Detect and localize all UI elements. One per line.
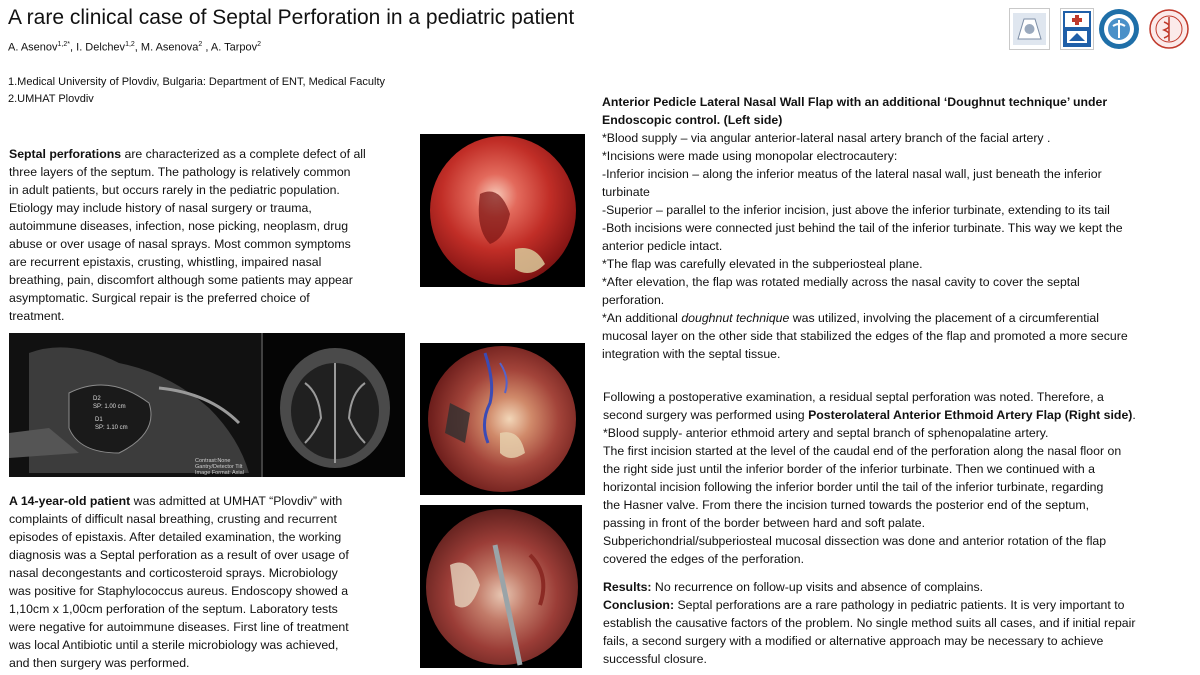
italic-text-run: doughnut technique — [681, 311, 790, 325]
endoscopy-image-2 — [420, 343, 585, 495]
text-run: treatment. — [9, 309, 65, 323]
bold-text-run: Anterior Pedicle Lateral Nasal Wall Flap with an additional ‘Doughnut technique’ under — [602, 95, 1108, 109]
author-separator: , — [70, 41, 77, 54]
text-line — [603, 406, 1195, 424]
patient-case-text — [9, 492, 409, 672]
ct-measure-label-d2: D2 — [93, 396, 101, 402]
ct-label-contrast: Contrast:None — [195, 458, 231, 464]
seal-logo — [1098, 8, 1140, 50]
ct-label-gantry: Gantry/Detector Tilt — [195, 464, 243, 470]
text-line — [602, 219, 1194, 237]
author-separator: , — [134, 41, 141, 54]
text-run: Subperichondrial/subperiosteal mucosal dissection was done and anterior rotation of the flap — [603, 534, 1107, 548]
author-name: I. Delchev — [76, 41, 126, 54]
text-run: *The flap was carefully elevated in the subperiosteal plane. — [602, 257, 923, 271]
text-line — [9, 253, 409, 271]
text-run: -Superior – parallel to the inferior incision, just above the inferior turbinate, extending to its tail — [602, 203, 1110, 217]
text-run: anterior pedicle intact. — [602, 239, 723, 253]
text-line — [603, 496, 1195, 514]
text-line — [9, 181, 409, 199]
text-run: -Both incisions were connected just behind the tail of the inferior turbinate. This way we kept the — [602, 221, 1123, 235]
author-affiliation-marker: 2 — [257, 41, 262, 48]
text-line — [603, 424, 1195, 442]
university-logo — [1009, 8, 1050, 50]
endoscopy-image-3 — [420, 505, 582, 668]
ct-scan-image — [9, 333, 405, 477]
page-title: A rare clinical case of Septal Perforation in a pediatric patient — [8, 6, 575, 29]
text-run: *An additional — [602, 311, 682, 325]
ct-label-format: Image Format: Axial — [195, 470, 244, 476]
text-run: passing in front of the border between hard and soft palate. — [603, 516, 925, 530]
introduction-text — [9, 145, 409, 325]
text-run: *After elevation, the flap was rotated medially across the nasal cavity to cover the septal — [602, 275, 1080, 289]
text-line — [9, 600, 409, 618]
text-line — [603, 514, 1195, 532]
text-line — [9, 492, 409, 510]
text-run: was local Antibiotic until a sterile microbiology was achieved, — [9, 638, 339, 652]
text-line — [9, 199, 409, 217]
text-run: and then surgery was performed. — [9, 656, 190, 670]
text-run: three layers of the septum. The pathology is relatively common — [9, 165, 351, 179]
text-run: diagnosis was a Septal perforation as a result of over usage of — [9, 548, 349, 562]
bold-text-run: Septal perforations — [9, 147, 122, 161]
bold-text-run: A 14-year-old patient — [9, 494, 131, 508]
text-run: fails, a second surgery with a modified or alternative approach may be necessary to achieve — [603, 634, 1104, 648]
text-run: Septal perforations are a rare pathology in pediatric patients. It is very important to — [674, 598, 1125, 612]
text-line — [603, 578, 1195, 596]
author-name: A. Asenov — [8, 41, 58, 54]
text-run: the right side just until the inferior border of the inferior turbinate. Then we continued with a — [603, 462, 1095, 476]
text-run: *Blood supply – via angular anterior-lateral nasal artery branch of the facial artery . — [602, 131, 1051, 145]
text-line — [9, 654, 409, 672]
text-line — [602, 183, 1194, 201]
text-run: complaints of difficult nasal breathing, crusting and recurrent — [9, 512, 337, 526]
text-line — [603, 442, 1195, 460]
text-line — [9, 618, 409, 636]
author-name: A. Tarpov — [210, 41, 258, 54]
text-line — [602, 255, 1194, 273]
author-affiliation-marker: 1,2 — [125, 41, 135, 48]
text-run: episodes of epistaxis. After detailed examination, the working — [9, 530, 342, 544]
text-run: Following a postoperative examination, a residual septal perforation was noted. Therefore, a — [603, 390, 1104, 404]
ct-measure-label-d1: D1 — [95, 417, 103, 423]
text-run: autoimmune diseases, infection, nose picking, neoplasm, drug — [9, 219, 349, 233]
medical-society-logo — [1144, 8, 1194, 50]
text-run: was positive for Staphylococcus aureus. Endoscopy showed a — [9, 584, 349, 598]
text-line — [9, 163, 409, 181]
text-line — [603, 532, 1195, 550]
text-line — [9, 217, 409, 235]
text-line — [602, 345, 1194, 363]
text-line — [602, 147, 1194, 165]
bold-text-run: Results: — [603, 580, 652, 594]
text-line — [9, 564, 409, 582]
ct-measure-value-d1: SP: 1.10 cm — [95, 425, 128, 431]
text-line — [603, 550, 1195, 568]
text-run: . — [1132, 408, 1136, 422]
text-line — [9, 636, 409, 654]
author-affiliation-marker: 2 — [198, 41, 203, 48]
text-line — [603, 632, 1195, 650]
affiliation-1: 1.Medical University of Plovdiv, Bulgaria: Department of ENT, Medical Faculty — [8, 76, 385, 88]
text-line — [9, 510, 409, 528]
text-run: second surgery was performed using — [603, 408, 809, 422]
anterior-pedicle-flap-text — [602, 93, 1194, 363]
bold-text-run: Conclusion: — [603, 598, 675, 612]
text-run: were negative for autoimmune diseases. First line of treatment — [9, 620, 349, 634]
text-line — [9, 582, 409, 600]
text-line — [602, 165, 1194, 183]
text-run: *Incisions were made using monopolar electrocautery: — [602, 149, 898, 163]
ct-measure-value-d2: SP: 1.00 cm — [93, 404, 126, 410]
text-run: horizontal incision following the inferior border until the tail of the inferior turbinate, regarding — [603, 480, 1104, 494]
author-list — [8, 41, 261, 54]
text-run: The first incision started at the level of the caudal end of the perforation along the nasal floor on — [603, 444, 1122, 458]
text-run: successful closure. — [603, 652, 707, 666]
text-run: the Hasner valve. From there the incision turned towards the posterior end of the septum, — [603, 498, 1089, 512]
author-name: M. Asenova — [140, 41, 199, 54]
text-run: are recurrent epistaxis, crusting, whistling, impaired nasal — [9, 255, 322, 269]
text-line — [602, 201, 1194, 219]
text-run: was admitted at UMHAT “Plovdiv” with — [130, 494, 343, 508]
author-separator: , — [202, 41, 211, 54]
text-line — [9, 235, 409, 253]
text-run: *Blood supply- anterior ethmoid artery and septal branch of sphenopalatine artery. — [603, 426, 1049, 440]
text-line — [602, 93, 1194, 111]
text-run: mucosal layer on the other side that stabilized the edges of the flap and promoted a more secure — [602, 329, 1128, 343]
bold-text-run: Endoscopic control. (Left side) — [602, 113, 783, 127]
text-line — [9, 289, 409, 307]
text-line — [602, 273, 1194, 291]
text-line — [9, 271, 409, 289]
text-run: establish the causative factors of the problem. No single method suits all cases, and if initial repair — [603, 616, 1136, 630]
text-run: perforation. — [602, 293, 665, 307]
text-line — [603, 478, 1195, 496]
text-run: abuse or over usage of nasal sprays. Most common symptoms — [9, 237, 351, 251]
text-run: asymptomatic. Surgical repair is the preferred choice of — [9, 291, 310, 305]
text-run: nasal decongestants and corticosteroid sprays. Microbiology — [9, 566, 338, 580]
text-line — [603, 650, 1195, 668]
text-run: in adult patients, but occurs rarely in the pediatric population. — [9, 183, 340, 197]
endoscopy-image-1 — [420, 134, 585, 287]
text-line — [602, 291, 1194, 309]
text-run: turbinate — [602, 185, 650, 199]
text-run: are characterized as a complete defect of all — [121, 147, 366, 161]
text-line — [603, 388, 1195, 406]
text-line — [602, 309, 1194, 327]
results-conclusion-text — [603, 578, 1195, 668]
text-run: breathing, pain, discomfort although some patients may appear — [9, 273, 353, 287]
text-line — [9, 145, 409, 163]
bold-text-run: Posterolateral Anterior Ethmoid Artery Flap (Right side) — [808, 408, 1133, 422]
text-line — [9, 528, 409, 546]
text-run: Etiology may include history of nasal surgery or trauma, — [9, 201, 312, 215]
text-run: covered the edges of the perforation. — [603, 552, 804, 566]
text-run: No recurrence on follow-up visits and absence of complains. — [651, 580, 984, 594]
affiliation-2: 2.UMHAT Plovdiv — [8, 93, 94, 105]
text-line — [602, 237, 1194, 255]
text-line — [9, 546, 409, 564]
text-line — [603, 460, 1195, 478]
text-run: was utilized, involving the placement of a circumferential — [789, 311, 1099, 325]
text-line — [602, 111, 1194, 129]
text-run: 1,10cm x 1,00cm perforation of the septum. Laboratory tests — [9, 602, 338, 616]
text-line — [9, 307, 409, 325]
text-line — [603, 614, 1195, 632]
text-line — [603, 596, 1195, 614]
text-run: integration with the septal tissue. — [602, 347, 781, 361]
text-line — [602, 129, 1194, 147]
author-affiliation-marker: 1,2* — [57, 41, 71, 48]
text-run: -Inferior incision – along the inferior meatus of the lateral nasal wall, just beneath the inferior — [602, 167, 1102, 181]
posterolateral-flap-text — [603, 388, 1195, 568]
hospital-logo — [1060, 8, 1094, 50]
text-line — [602, 327, 1194, 345]
